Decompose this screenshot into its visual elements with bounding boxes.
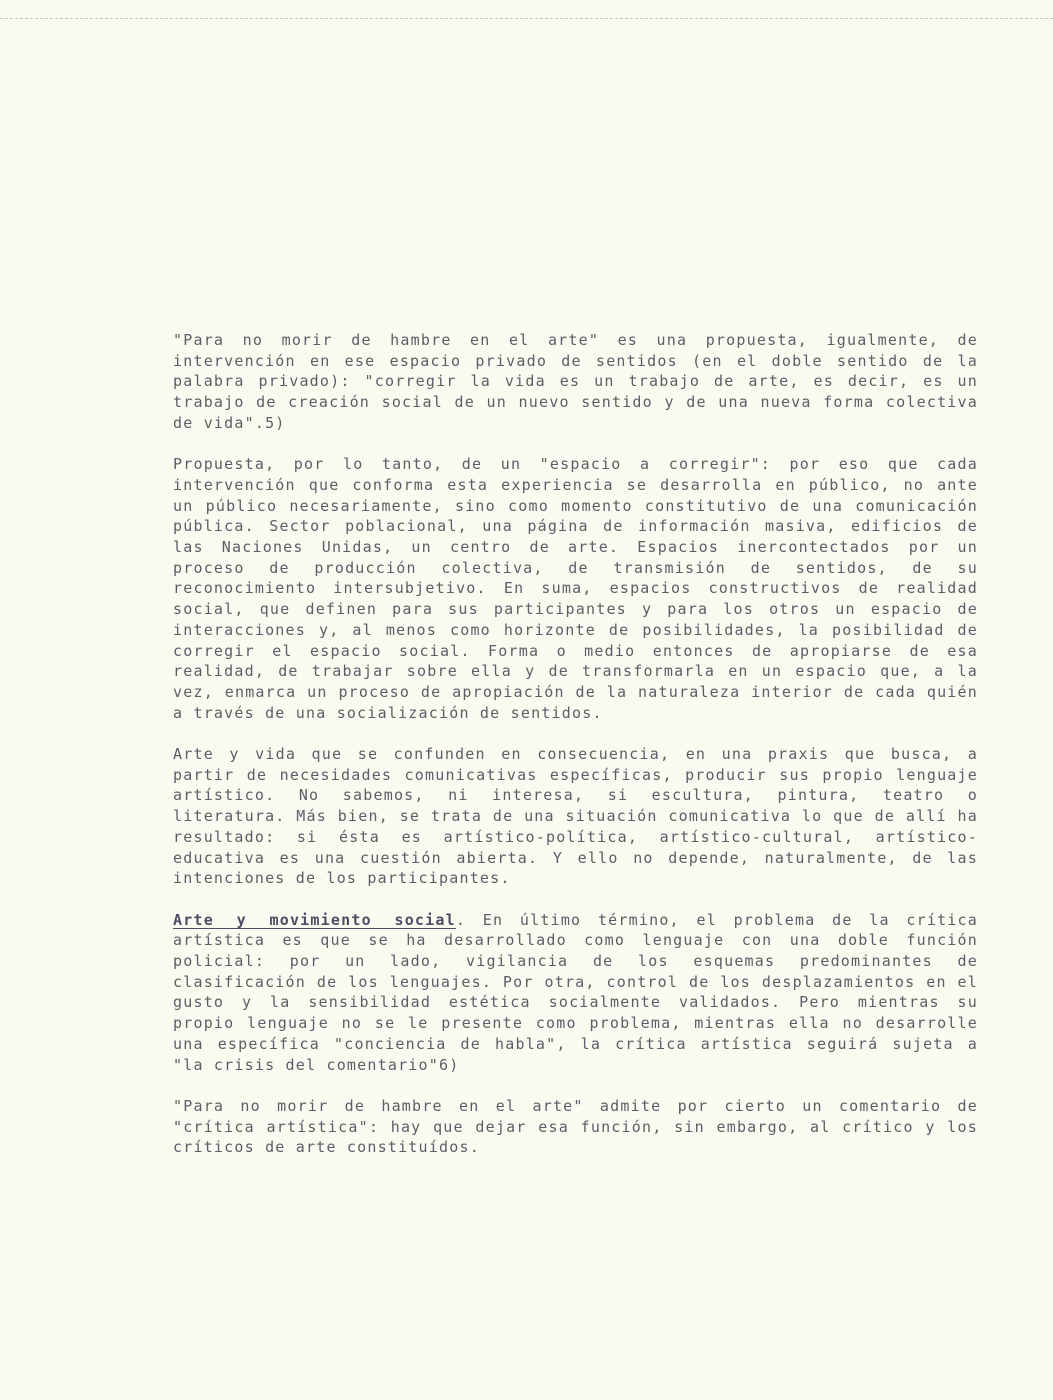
top-edge-rule xyxy=(0,18,1053,19)
paragraph-1: "Para no morir de hambre en el arte" es una propuesta, igualmente, de intervención en ese espacio privado de sentidos (en el doble sentido de la palabra privado): "corregir la vida es un trabajo de arte, es decir, es un trabajo de creación social de un nuevo sentido y de una nueva forma colectiva de vida".5) xyxy=(173,331,978,432)
paragraph-3: Arte y vida que se confunden en consecuencia, en una praxis que busca, a partir de necesidades comunicativas específicas, producir sus propio lenguaje artístico. No sabemos, ni interesa, si escultura, pintura, teatro o literatura. Más bien, se trata de una situación comunicativa lo que de allí ha resultado: si ésta es artístico-política, artístico-cultural, artístico-educativa es una cuestión abierta. Y ello no depende, naturalmente, de las intenciones de los participantes. xyxy=(173,745,978,888)
paragraph-4 xyxy=(173,910,978,1076)
section-heading: Arte y movimiento social xyxy=(173,910,456,929)
section-paragraph-text: . En último término, el problema de la crítica artística es que se ha desarrollado como lenguaje con una doble función policial: por un lado, vigilancia de los esquemas predominantes de clasificación de los lenguajes. Por otra, control de los desplazamientos en el gusto y la sensibilidad estética socialmente validados. Pero mientras su propio lenguaje no se le presente como problema, mientras ella no desarrolle una específica "conciencia de habla", la crítica artística seguirá sujeta a "la crisis del comentario"6) xyxy=(173,910,978,1074)
typewritten-text-block xyxy=(173,330,978,1158)
paragraph-5: "Para no morir de hambre en el arte" admite por cierto un comentario de "crítica artística": hay que dejar esa función, sin embargo, al crítico y los críticos de arte constituídos. xyxy=(173,1096,978,1157)
paragraph-2: Propuesta, por lo tanto, de un "espacio a corregir": por eso que cada intervención que conforma esta experiencia se desarrolla en público, no ante un público necesariamente, sino como momento constitutivo de una comunicación pública. Sector poblacional, una página de información masiva, edificios de las Naciones Unidas, un centro de arte. Espacios inercontectados por un proceso de producción colectiva, de transmisión de sentidos, de su reconocimiento intersubjetivo. En suma, espacios constructivos de realidad social, que definen para sus participantes y para los otros un espacio de interacciones y, al menos como horizonte de posibilidades, la posibilidad de corregir el espacio social. Forma o medio entonces de apropiarse de esa realidad, de trabajar sobre ella y de transformarla en un espacio que, a la vez, enmarca un proceso de apropiación de la naturaleza interior de cada quién a través de una socialización de sentidos. xyxy=(173,455,978,722)
